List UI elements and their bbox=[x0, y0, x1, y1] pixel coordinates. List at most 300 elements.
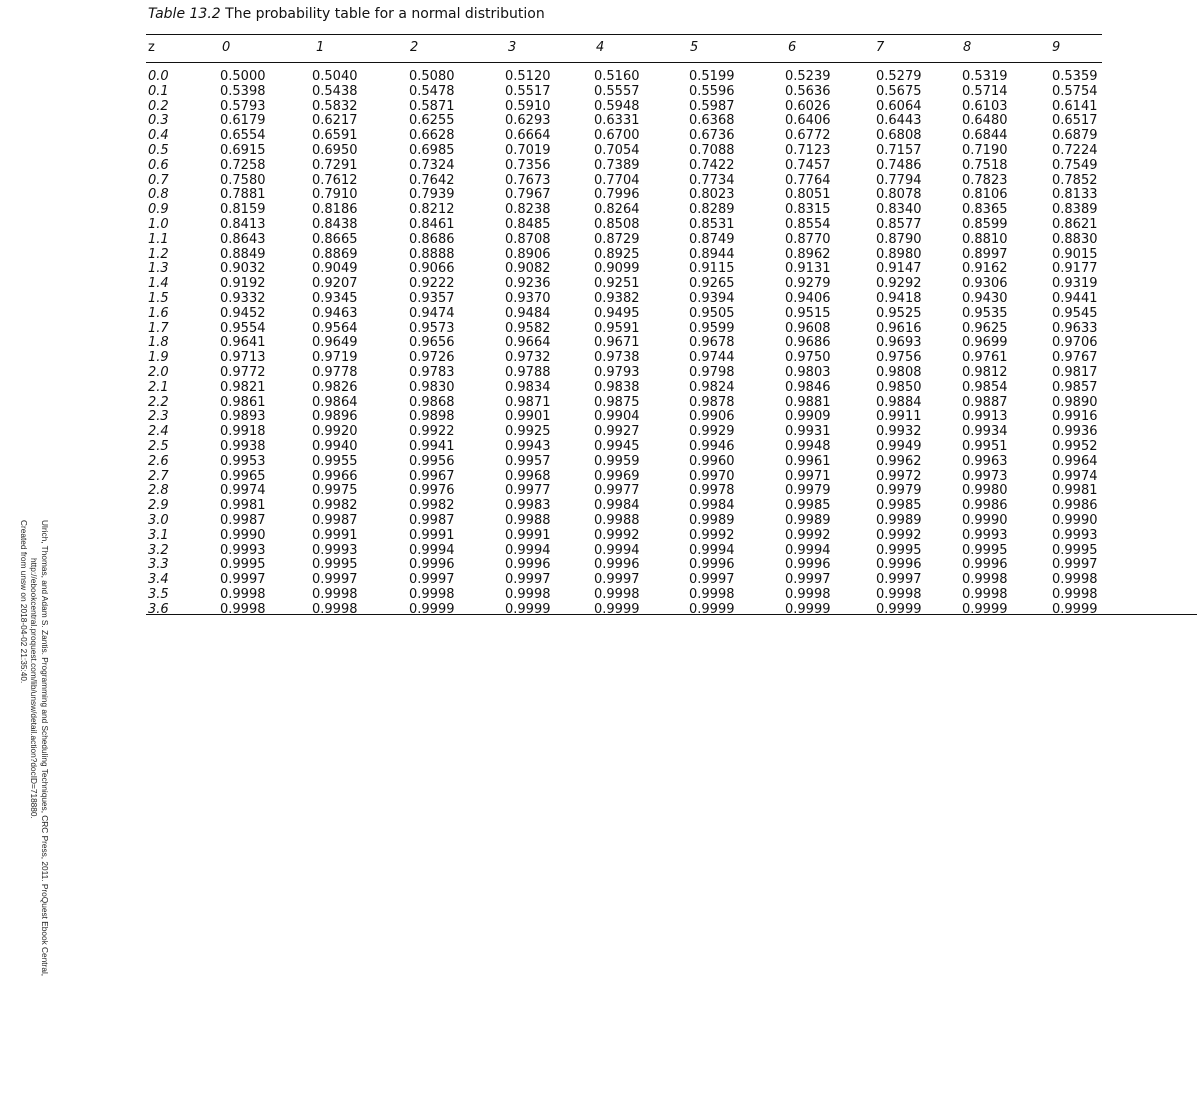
z-value-cell: 2.5 bbox=[148, 438, 169, 454]
probability-cell: 0.9906 bbox=[689, 409, 735, 425]
probability-cell: 0.9656 bbox=[409, 335, 455, 351]
z-value-cell: 2.1 bbox=[148, 379, 169, 395]
z-value-cell: 0.2 bbox=[148, 98, 169, 114]
probability-cell: 0.9990 bbox=[1052, 512, 1098, 528]
probability-cell: 0.9986 bbox=[1052, 498, 1098, 514]
probability-cell: 0.9678 bbox=[689, 335, 735, 351]
probability-cell: 0.8315 bbox=[785, 202, 831, 218]
probability-cell: 0.9965 bbox=[220, 468, 266, 484]
probability-cell: 0.9995 bbox=[876, 542, 922, 558]
probability-cell: 0.9744 bbox=[689, 350, 735, 366]
probability-cell: 0.9952 bbox=[1052, 438, 1098, 454]
probability-cell: 0.9251 bbox=[594, 276, 640, 292]
probability-cell: 0.7910 bbox=[312, 187, 358, 203]
z-value-cell: 1.2 bbox=[148, 246, 169, 262]
probability-cell: 0.9564 bbox=[312, 320, 358, 336]
column-header: 2 bbox=[410, 40, 419, 55]
probability-cell: 0.9979 bbox=[876, 483, 922, 499]
probability-cell: 0.9932 bbox=[876, 424, 922, 440]
probability-cell: 0.9783 bbox=[409, 364, 455, 380]
z-value-cell: 1.0 bbox=[148, 216, 169, 232]
table-row bbox=[0, 455, 1197, 470]
z-value-cell: 1.3 bbox=[148, 261, 169, 277]
probability-cell: 0.6591 bbox=[312, 128, 358, 144]
probability-cell: 0.9649 bbox=[312, 335, 358, 351]
probability-cell: 0.9998 bbox=[876, 586, 922, 602]
probability-cell: 0.9997 bbox=[594, 572, 640, 588]
probability-cell: 0.5160 bbox=[594, 69, 640, 84]
probability-cell: 0.9761 bbox=[962, 350, 1008, 366]
probability-cell: 0.9999 bbox=[594, 601, 640, 617]
probability-cell: 0.9887 bbox=[962, 394, 1008, 410]
probability-cell: 0.9864 bbox=[312, 394, 358, 410]
probability-cell: 0.9989 bbox=[876, 512, 922, 528]
probability-cell: 0.9706 bbox=[1052, 335, 1098, 351]
probability-cell: 0.9940 bbox=[312, 438, 358, 454]
probability-cell: 0.6103 bbox=[962, 98, 1008, 114]
probability-cell: 0.9898 bbox=[409, 409, 455, 425]
probability-cell: 0.6950 bbox=[312, 142, 358, 158]
probability-cell: 0.8078 bbox=[876, 187, 922, 203]
probability-cell: 0.7612 bbox=[312, 172, 358, 188]
probability-cell: 0.9049 bbox=[312, 261, 358, 277]
probability-cell: 0.9222 bbox=[409, 276, 455, 292]
probability-cell: 0.9961 bbox=[785, 453, 831, 469]
probability-cell: 0.9980 bbox=[962, 483, 1008, 499]
probability-cell: 0.7486 bbox=[876, 157, 922, 173]
probability-cell: 0.9981 bbox=[1052, 483, 1098, 499]
table-row bbox=[0, 322, 1197, 337]
probability-cell: 0.9901 bbox=[505, 409, 551, 425]
probability-cell: 0.9999 bbox=[785, 601, 831, 617]
probability-cell: 0.9854 bbox=[962, 379, 1008, 395]
probability-cell: 0.9430 bbox=[962, 290, 1008, 306]
probability-cell: 0.9996 bbox=[785, 557, 831, 573]
probability-cell: 0.9868 bbox=[409, 394, 455, 410]
probability-cell: 0.5359 bbox=[1052, 69, 1098, 84]
probability-cell: 0.9999 bbox=[1052, 601, 1098, 617]
probability-cell: 0.9997 bbox=[876, 572, 922, 588]
z-value-cell: 1.9 bbox=[148, 350, 169, 366]
probability-cell: 0.9824 bbox=[689, 379, 735, 395]
probability-cell: 0.9996 bbox=[594, 557, 640, 573]
table-row bbox=[0, 174, 1197, 189]
z-value-cell: 2.2 bbox=[148, 394, 169, 410]
probability-cell: 0.5120 bbox=[505, 69, 551, 84]
probability-cell: 0.7881 bbox=[220, 187, 266, 203]
probability-cell: 0.8869 bbox=[312, 246, 358, 262]
table-caption bbox=[148, 6, 545, 22]
probability-cell: 0.9998 bbox=[1052, 586, 1098, 602]
probability-cell: 0.5398 bbox=[220, 83, 266, 99]
probability-cell: 0.5636 bbox=[785, 83, 831, 99]
probability-cell: 0.6915 bbox=[220, 142, 266, 158]
probability-cell: 0.6736 bbox=[689, 128, 735, 144]
probability-cell: 0.8665 bbox=[312, 231, 358, 247]
probability-cell: 0.7642 bbox=[409, 172, 455, 188]
probability-cell: 0.9345 bbox=[312, 290, 358, 306]
probability-cell: 0.9192 bbox=[220, 276, 266, 292]
probability-cell: 0.9984 bbox=[689, 498, 735, 514]
z-value-cell: 3.5 bbox=[148, 586, 169, 602]
probability-cell: 0.9732 bbox=[505, 350, 551, 366]
probability-cell: 0.5080 bbox=[409, 69, 455, 84]
probability-cell: 0.7088 bbox=[689, 142, 735, 158]
probability-cell: 0.5793 bbox=[220, 98, 266, 114]
probability-cell: 0.9505 bbox=[689, 305, 735, 321]
probability-cell: 0.9960 bbox=[689, 453, 735, 469]
z-value-cell: 1.7 bbox=[148, 320, 169, 336]
probability-cell: 0.9920 bbox=[312, 424, 358, 440]
probability-cell: 0.7823 bbox=[962, 172, 1008, 188]
column-header: 1 bbox=[316, 40, 325, 55]
probability-cell: 0.6026 bbox=[785, 98, 831, 114]
probability-cell: 0.8508 bbox=[594, 216, 640, 232]
table-row bbox=[0, 277, 1197, 292]
probability-cell: 0.7324 bbox=[409, 157, 455, 173]
probability-cell: 0.9808 bbox=[876, 364, 922, 380]
probability-cell: 0.9525 bbox=[876, 305, 922, 321]
probability-cell: 0.9981 bbox=[220, 498, 266, 514]
probability-cell: 0.6700 bbox=[594, 128, 640, 144]
probability-cell: 0.8906 bbox=[505, 246, 551, 262]
probability-cell: 0.9616 bbox=[876, 320, 922, 336]
table-row bbox=[0, 203, 1197, 218]
probability-cell: 0.7704 bbox=[594, 172, 640, 188]
probability-cell: 0.5754 bbox=[1052, 83, 1098, 99]
probability-cell: 0.9875 bbox=[594, 394, 640, 410]
probability-cell: 0.9957 bbox=[505, 453, 551, 469]
probability-cell: 0.9953 bbox=[220, 453, 266, 469]
table-body bbox=[0, 70, 1197, 617]
table-caption-label: Table 13.2 bbox=[148, 6, 221, 22]
probability-cell: 0.5871 bbox=[409, 98, 455, 114]
probability-cell: 0.8340 bbox=[876, 202, 922, 218]
probability-cell: 0.9983 bbox=[505, 498, 551, 514]
probability-cell: 0.9484 bbox=[505, 305, 551, 321]
probability-cell: 0.9998 bbox=[409, 586, 455, 602]
probability-cell: 0.9573 bbox=[409, 320, 455, 336]
z-value-cell: 2.7 bbox=[148, 468, 169, 484]
probability-cell: 0.9998 bbox=[962, 586, 1008, 602]
z-value-cell: 0.9 bbox=[148, 202, 169, 218]
z-value-cell: 1.4 bbox=[148, 276, 169, 292]
probability-cell: 0.9998 bbox=[505, 586, 551, 602]
probability-cell: 0.9985 bbox=[876, 498, 922, 514]
probability-cell: 0.8790 bbox=[876, 231, 922, 247]
column-header: 4 bbox=[596, 40, 605, 55]
table-row bbox=[0, 484, 1197, 499]
probability-cell: 0.9896 bbox=[312, 409, 358, 425]
probability-cell: 0.9909 bbox=[785, 409, 831, 425]
probability-cell: 0.6772 bbox=[785, 128, 831, 144]
column-header: 9 bbox=[1052, 40, 1061, 55]
table-row bbox=[0, 70, 1197, 85]
probability-cell: 0.8485 bbox=[505, 216, 551, 232]
probability-cell: 0.6844 bbox=[962, 128, 1008, 144]
probability-cell: 0.9938 bbox=[220, 438, 266, 454]
probability-cell: 0.9995 bbox=[962, 542, 1008, 558]
table-row bbox=[0, 573, 1197, 588]
probability-cell: 0.9015 bbox=[1052, 246, 1098, 262]
probability-cell: 0.8186 bbox=[312, 202, 358, 218]
probability-cell: 0.9991 bbox=[505, 527, 551, 543]
probability-cell: 0.6141 bbox=[1052, 98, 1098, 114]
probability-cell: 0.8106 bbox=[962, 187, 1008, 203]
probability-cell: 0.9979 bbox=[785, 483, 831, 499]
probability-cell: 0.9994 bbox=[505, 542, 551, 558]
probability-cell: 0.5000 bbox=[220, 69, 266, 84]
table-row bbox=[0, 100, 1197, 115]
probability-cell: 0.9778 bbox=[312, 364, 358, 380]
probability-cell: 0.9976 bbox=[409, 483, 455, 499]
probability-cell: 0.7291 bbox=[312, 157, 358, 173]
probability-cell: 0.9826 bbox=[312, 379, 358, 395]
probability-cell: 0.8810 bbox=[962, 231, 1008, 247]
probability-cell: 0.6985 bbox=[409, 142, 455, 158]
probability-cell: 0.9977 bbox=[505, 483, 551, 499]
probability-cell: 0.9131 bbox=[785, 261, 831, 277]
probability-cell: 0.8729 bbox=[594, 231, 640, 247]
probability-cell: 0.9975 bbox=[312, 483, 358, 499]
probability-cell: 0.9973 bbox=[962, 468, 1008, 484]
probability-cell: 0.6293 bbox=[505, 113, 551, 129]
probability-cell: 0.9962 bbox=[876, 453, 922, 469]
probability-cell: 0.7764 bbox=[785, 172, 831, 188]
column-header: z bbox=[148, 40, 155, 55]
probability-cell: 0.9969 bbox=[594, 468, 640, 484]
probability-cell: 0.9996 bbox=[962, 557, 1008, 573]
probability-cell: 0.9418 bbox=[876, 290, 922, 306]
probability-cell: 0.9641 bbox=[220, 335, 266, 351]
probability-cell: 0.5675 bbox=[876, 83, 922, 99]
probability-cell: 0.9664 bbox=[505, 335, 551, 351]
probability-cell: 0.7734 bbox=[689, 172, 735, 188]
probability-cell: 0.9977 bbox=[594, 483, 640, 499]
probability-cell: 0.8461 bbox=[409, 216, 455, 232]
probability-cell: 0.7967 bbox=[505, 187, 551, 203]
probability-cell: 0.8643 bbox=[220, 231, 266, 247]
probability-cell: 0.8599 bbox=[962, 216, 1008, 232]
probability-cell: 0.9812 bbox=[962, 364, 1008, 380]
probability-cell: 0.9951 bbox=[962, 438, 1008, 454]
probability-cell: 0.9997 bbox=[1052, 557, 1098, 573]
probability-cell: 0.8577 bbox=[876, 216, 922, 232]
z-value-cell: 3.3 bbox=[148, 557, 169, 573]
probability-cell: 0.6179 bbox=[220, 113, 266, 129]
probability-cell: 0.9861 bbox=[220, 394, 266, 410]
probability-cell: 0.6368 bbox=[689, 113, 735, 129]
probability-cell: 0.9750 bbox=[785, 350, 831, 366]
probability-cell: 0.9996 bbox=[876, 557, 922, 573]
probability-cell: 0.6879 bbox=[1052, 128, 1098, 144]
probability-cell: 0.9032 bbox=[220, 261, 266, 277]
probability-cell: 0.9993 bbox=[312, 542, 358, 558]
probability-cell: 0.5832 bbox=[312, 98, 358, 114]
probability-cell: 0.9974 bbox=[1052, 468, 1098, 484]
probability-cell: 0.9066 bbox=[409, 261, 455, 277]
probability-cell: 0.9767 bbox=[1052, 350, 1098, 366]
probability-cell: 0.9982 bbox=[409, 498, 455, 514]
probability-cell: 0.9881 bbox=[785, 394, 831, 410]
table-header-row bbox=[0, 40, 1197, 58]
column-header: 3 bbox=[508, 40, 517, 55]
probability-cell: 0.9850 bbox=[876, 379, 922, 395]
probability-cell: 0.9999 bbox=[409, 601, 455, 617]
probability-cell: 0.9846 bbox=[785, 379, 831, 395]
probability-cell: 0.9997 bbox=[312, 572, 358, 588]
probability-cell: 0.8962 bbox=[785, 246, 831, 262]
probability-cell: 0.8413 bbox=[220, 216, 266, 232]
probability-cell: 0.9535 bbox=[962, 305, 1008, 321]
probability-cell: 0.9978 bbox=[689, 483, 735, 499]
probability-cell: 0.9918 bbox=[220, 424, 266, 440]
table-row bbox=[0, 292, 1197, 307]
probability-cell: 0.8051 bbox=[785, 187, 831, 203]
probability-cell: 0.9967 bbox=[409, 468, 455, 484]
probability-cell: 0.5478 bbox=[409, 83, 455, 99]
probability-cell: 0.9993 bbox=[1052, 527, 1098, 543]
probability-cell: 0.9871 bbox=[505, 394, 551, 410]
table-row bbox=[0, 262, 1197, 277]
probability-cell: 0.7019 bbox=[505, 142, 551, 158]
probability-cell: 0.9999 bbox=[876, 601, 922, 617]
probability-cell: 0.9934 bbox=[962, 424, 1008, 440]
table-row bbox=[0, 336, 1197, 351]
probability-cell: 0.7258 bbox=[220, 157, 266, 173]
probability-cell: 0.9992 bbox=[594, 527, 640, 543]
probability-cell: 0.9582 bbox=[505, 320, 551, 336]
probability-cell: 0.9515 bbox=[785, 305, 831, 321]
probability-cell: 0.8944 bbox=[689, 246, 735, 262]
z-value-cell: 0.7 bbox=[148, 172, 169, 188]
probability-cell: 0.9988 bbox=[505, 512, 551, 528]
z-value-cell: 2.9 bbox=[148, 498, 169, 514]
probability-cell: 0.9474 bbox=[409, 305, 455, 321]
probability-cell: 0.8686 bbox=[409, 231, 455, 247]
probability-cell: 0.8133 bbox=[1052, 187, 1098, 203]
probability-cell: 0.8621 bbox=[1052, 216, 1098, 232]
probability-cell: 0.9834 bbox=[505, 379, 551, 395]
probability-cell: 0.6443 bbox=[876, 113, 922, 129]
probability-cell: 0.8023 bbox=[689, 187, 735, 203]
probability-cell: 0.8849 bbox=[220, 246, 266, 262]
probability-cell: 0.9671 bbox=[594, 335, 640, 351]
probability-cell: 0.6064 bbox=[876, 98, 922, 114]
z-value-cell: 2.3 bbox=[148, 409, 169, 425]
probability-cell: 0.9946 bbox=[689, 438, 735, 454]
probability-cell: 0.9941 bbox=[409, 438, 455, 454]
probability-cell: 0.9803 bbox=[785, 364, 831, 380]
probability-cell: 0.9608 bbox=[785, 320, 831, 336]
z-value-cell: 1.8 bbox=[148, 335, 169, 351]
probability-cell: 0.9995 bbox=[1052, 542, 1098, 558]
probability-cell: 0.5987 bbox=[689, 98, 735, 114]
probability-cell: 0.9686 bbox=[785, 335, 831, 351]
probability-cell: 0.9927 bbox=[594, 424, 640, 440]
probability-cell: 0.8212 bbox=[409, 202, 455, 218]
probability-cell: 0.9990 bbox=[220, 527, 266, 543]
probability-cell: 0.9162 bbox=[962, 261, 1008, 277]
table-row bbox=[0, 544, 1197, 559]
table-row bbox=[0, 233, 1197, 248]
citation-line-3: Created from unsw on 2018-04-02 21:35:40. bbox=[19, 520, 29, 684]
probability-cell: 0.9279 bbox=[785, 276, 831, 292]
column-header: 7 bbox=[876, 40, 885, 55]
probability-cell: 0.9987 bbox=[409, 512, 455, 528]
probability-cell: 0.9991 bbox=[312, 527, 358, 543]
probability-cell: 0.7389 bbox=[594, 157, 640, 173]
probability-cell: 0.7422 bbox=[689, 157, 735, 173]
probability-cell: 0.9884 bbox=[876, 394, 922, 410]
probability-cell: 0.9306 bbox=[962, 276, 1008, 292]
probability-cell: 0.9147 bbox=[876, 261, 922, 277]
probability-cell: 0.9319 bbox=[1052, 276, 1098, 292]
probability-cell: 0.6480 bbox=[962, 113, 1008, 129]
probability-cell: 0.9798 bbox=[689, 364, 735, 380]
probability-cell: 0.9830 bbox=[409, 379, 455, 395]
table-row bbox=[0, 529, 1197, 544]
probability-cell: 0.7852 bbox=[1052, 172, 1098, 188]
table-row bbox=[0, 588, 1197, 603]
probability-cell: 0.9788 bbox=[505, 364, 551, 380]
probability-cell: 0.8997 bbox=[962, 246, 1008, 262]
z-value-cell: 2.4 bbox=[148, 424, 169, 440]
probability-cell: 0.9992 bbox=[876, 527, 922, 543]
probability-cell: 0.6554 bbox=[220, 128, 266, 144]
z-value-cell: 3.2 bbox=[148, 542, 169, 558]
table-row bbox=[0, 558, 1197, 573]
probability-cell: 0.9993 bbox=[962, 527, 1008, 543]
probability-cell: 0.9726 bbox=[409, 350, 455, 366]
probability-cell: 0.9955 bbox=[312, 453, 358, 469]
probability-cell: 0.9999 bbox=[505, 601, 551, 617]
probability-cell: 0.5199 bbox=[689, 69, 735, 84]
probability-cell: 0.7457 bbox=[785, 157, 831, 173]
probability-cell: 0.9989 bbox=[689, 512, 735, 528]
probability-cell: 0.9936 bbox=[1052, 424, 1098, 440]
probability-cell: 0.9817 bbox=[1052, 364, 1098, 380]
probability-cell: 0.5517 bbox=[505, 83, 551, 99]
table-row bbox=[0, 603, 1197, 618]
probability-cell: 0.8749 bbox=[689, 231, 735, 247]
probability-cell: 0.9793 bbox=[594, 364, 640, 380]
probability-cell: 0.6808 bbox=[876, 128, 922, 144]
probability-cell: 0.9821 bbox=[220, 379, 266, 395]
probability-cell: 0.9987 bbox=[312, 512, 358, 528]
probability-cell: 0.7518 bbox=[962, 157, 1008, 173]
table-bottom-rule bbox=[146, 614, 1197, 615]
probability-cell: 0.9265 bbox=[689, 276, 735, 292]
probability-cell: 0.5040 bbox=[312, 69, 358, 84]
probability-cell: 0.6255 bbox=[409, 113, 455, 129]
probability-cell: 0.9998 bbox=[1052, 572, 1098, 588]
table-row bbox=[0, 129, 1197, 144]
probability-cell: 0.6628 bbox=[409, 128, 455, 144]
probability-cell: 0.7356 bbox=[505, 157, 551, 173]
table-row bbox=[0, 114, 1197, 129]
probability-cell: 0.7157 bbox=[876, 142, 922, 158]
probability-cell: 0.9738 bbox=[594, 350, 640, 366]
probability-cell: 0.9890 bbox=[1052, 394, 1098, 410]
probability-cell: 0.7123 bbox=[785, 142, 831, 158]
probability-cell: 0.9925 bbox=[505, 424, 551, 440]
probability-cell: 0.9996 bbox=[689, 557, 735, 573]
probability-cell: 0.9991 bbox=[409, 527, 455, 543]
table-row bbox=[0, 366, 1197, 381]
probability-cell: 0.9972 bbox=[876, 468, 922, 484]
probability-cell: 0.9099 bbox=[594, 261, 640, 277]
